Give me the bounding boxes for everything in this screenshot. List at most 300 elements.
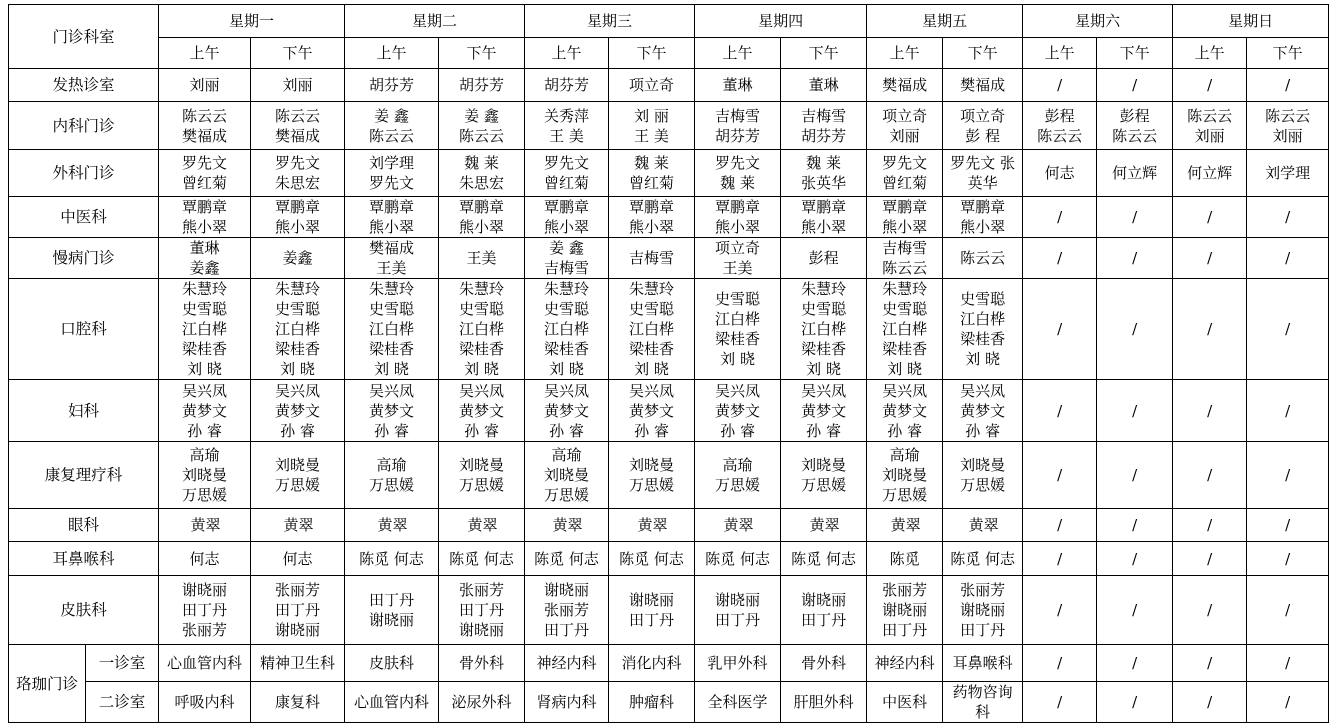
schedule-cell [781, 542, 867, 576]
schedule-cell [1023, 102, 1097, 150]
schedule-cell [1097, 150, 1173, 197]
cell-text: 刘丽 [189, 76, 220, 94]
cell-text: 姜 鑫 吉梅雪 [544, 239, 590, 277]
outpatient-schedule-table [8, 4, 1329, 723]
cell-text: / [1207, 401, 1213, 420]
schedule-cell [1023, 150, 1097, 197]
cell-text: 黄翠 [637, 516, 668, 534]
department-name: 中医科 [60, 208, 107, 226]
schedule-cell [251, 279, 345, 380]
session-header-row [9, 38, 1329, 69]
schedule-cell [1023, 645, 1097, 682]
schedule-cell [867, 645, 943, 682]
cell-text: / [1057, 208, 1063, 226]
cell-text: 项立奇 刘丽 [882, 106, 928, 145]
cell-text: 覃鹏章 熊小翠 [544, 198, 590, 236]
day-header-cell [1023, 5, 1173, 38]
schedule-cell [1173, 197, 1247, 238]
cell-text: 项立奇 [629, 76, 675, 94]
schedule-cell [345, 645, 439, 682]
cell-text: 刘 丽 王 美 [634, 106, 669, 145]
schedule-cell [695, 380, 781, 442]
cell-text: / [1057, 516, 1063, 534]
schedule-cell [1247, 279, 1329, 380]
schedule-cell [781, 380, 867, 442]
schedule-cell [781, 238, 867, 279]
cell-text: 朱慧玲 史雪聪 江白桦 梁桂香 刘 晓 [459, 280, 505, 378]
schedule-cell [867, 542, 943, 576]
cell-text: 吉梅雪 [629, 249, 675, 267]
schedule-cell [943, 102, 1023, 150]
day-header-cell [695, 5, 867, 38]
department-row [9, 197, 1329, 238]
schedule-cell [695, 576, 781, 645]
cell-text: 陈觅 何志 [950, 549, 1015, 568]
cell-text: / [1285, 549, 1291, 568]
schedule-cell [943, 682, 1023, 723]
schedule-cell [525, 380, 609, 442]
schedule-cell [1023, 509, 1097, 542]
cell-text: 罗先文 曾红菊 [544, 154, 590, 192]
cell-text: 黄翠 [283, 516, 314, 534]
cell-text: / [1285, 249, 1291, 267]
schedule-cell [609, 542, 695, 576]
cell-text: 覃鹏章 熊小翠 [801, 198, 847, 236]
cell-text: 陈云云 刘丽 [1265, 106, 1311, 145]
day-label: 星期二 [412, 12, 458, 30]
department-name: 发热诊室 [52, 76, 115, 94]
schedule-cell [1247, 150, 1329, 197]
cell-text: 乳甲外科 [707, 654, 768, 672]
schedule-cell [525, 576, 609, 645]
cell-text: / [1057, 693, 1063, 711]
schedule-cell [695, 197, 781, 238]
schedule-cell [159, 279, 251, 380]
schedule-cell [1173, 645, 1247, 682]
cell-text: 吴兴凤 黄梦文 孙 睿 [715, 381, 761, 440]
room-name: 二诊室 [98, 693, 146, 711]
cell-text: 陈觅 [889, 549, 920, 568]
schedule-cell [1247, 380, 1329, 442]
cell-text: 张丽芳 谢晓丽 田丁丹 [960, 581, 1006, 639]
room-name-cell [86, 645, 159, 682]
cell-text: 黄翠 [723, 516, 754, 534]
schedule-cell [781, 442, 867, 509]
schedule-cell [695, 279, 781, 380]
cell-text: / [1132, 76, 1138, 94]
department-row [9, 509, 1329, 542]
cell-text: 消化内科 [621, 654, 682, 672]
schedule-cell [867, 69, 943, 102]
schedule-cell [867, 442, 943, 509]
schedule-cell [695, 150, 781, 197]
schedule-cell [525, 279, 609, 380]
cell-text: / [1207, 208, 1213, 226]
cell-text: 吴兴凤 黄梦文 孙 睿 [275, 381, 321, 440]
cell-text: 魏 莱 曾红菊 [629, 154, 675, 192]
cell-text: / [1057, 601, 1063, 619]
cell-text: / [1057, 466, 1063, 484]
schedule-cell [345, 150, 439, 197]
schedule-cell [251, 576, 345, 645]
yoga-room-row [9, 682, 1329, 723]
cell-text: 吴兴凤 黄梦文 孙 睿 [459, 381, 505, 440]
cell-text: 心血管内科 [167, 654, 243, 672]
schedule-cell [251, 380, 345, 442]
department-name-cell [9, 442, 159, 509]
cell-text: 陈觅 何志 [449, 549, 514, 568]
cell-text: 彭程 陈云云 [1112, 106, 1158, 145]
schedule-cell [695, 69, 781, 102]
cell-text: 姜 鑫 陈云云 [459, 106, 505, 145]
cell-text: 史雪聪 江白桦 梁桂香 刘 晓 [960, 290, 1006, 368]
cell-text: 胡芬芳 [544, 76, 590, 94]
cell-text: 陈觅 何志 [534, 549, 599, 568]
day-header-cell [1173, 5, 1329, 38]
schedule-cell [439, 69, 525, 102]
cell-text: 黄翠 [190, 516, 221, 534]
day-header-cell [867, 5, 1023, 38]
department-row [9, 150, 1329, 197]
schedule-cell [1247, 102, 1329, 150]
day-label: 星期一 [229, 12, 275, 30]
schedule-cell [525, 69, 609, 102]
cell-text: 朱慧玲 史雪聪 江白桦 梁桂香 刘 晓 [629, 280, 675, 378]
day-label: 星期五 [922, 12, 968, 30]
cell-text: 罗先文 曾红菊 [182, 154, 228, 192]
cell-text: 吴兴凤 黄梦文 孙 睿 [801, 381, 847, 440]
cell-text: 肝胆外科 [793, 693, 854, 711]
cell-text: 覃鹏章 熊小翠 [459, 198, 505, 236]
cell-text: 罗先文 朱思宏 [275, 154, 321, 192]
cell-text: 陈云云 刘丽 [1187, 106, 1233, 145]
cell-text: 高瑜 刘晓曼 万思媛 [882, 446, 928, 504]
cell-text: 何立辉 [1112, 164, 1158, 182]
cell-text: 覃鹏章 熊小翠 [882, 198, 928, 236]
cell-text: 覃鹏章 熊小翠 [715, 198, 761, 236]
schedule-cell [159, 542, 251, 576]
schedule-cell [1173, 150, 1247, 197]
session-label: 下午 [967, 44, 998, 62]
cell-text: 陈觅 何志 [359, 549, 424, 568]
cell-text: 吴兴凤 黄梦文 孙 睿 [960, 381, 1006, 440]
cell-text: 泌尿外科 [451, 693, 512, 711]
schedule-cell [943, 509, 1023, 542]
department-name: 康复理疗科 [44, 466, 123, 484]
cell-text: / [1207, 601, 1213, 619]
schedule-cell [943, 380, 1023, 442]
schedule-cell [943, 197, 1023, 238]
schedule-cell [1023, 279, 1097, 380]
schedule-cell [159, 576, 251, 645]
cell-text: 精神卫生科 [260, 654, 336, 672]
cell-text: / [1057, 654, 1063, 672]
schedule-cell [1247, 645, 1329, 682]
cell-text: 神经内科 [536, 654, 597, 672]
session-label: 上午 [189, 44, 220, 62]
schedule-cell [781, 576, 867, 645]
schedule-cell [251, 542, 345, 576]
cell-text: / [1207, 249, 1213, 267]
session-label: 上午 [722, 44, 753, 62]
session-header-cell [439, 38, 525, 69]
schedule-cell [781, 509, 867, 542]
schedule-cell [609, 102, 695, 150]
cell-text: 刘丽 [282, 76, 313, 94]
cell-text: 黄翠 [377, 516, 408, 534]
cell-text: 樊福成 [882, 76, 928, 94]
cell-text: 陈觅 何志 [705, 549, 770, 568]
department-row [9, 102, 1329, 150]
cell-text: 彭程 陈云云 [1037, 106, 1083, 145]
session-header-cell [1023, 38, 1097, 69]
schedule-cell [867, 509, 943, 542]
cell-text: 肿瘤科 [629, 693, 675, 711]
session-header-cell [251, 38, 345, 69]
cell-text: 刘晓曼 万思媛 [459, 456, 505, 494]
cell-text: 朱慧玲 史雪聪 江白桦 梁桂香 刘 晓 [801, 280, 847, 378]
schedule-cell [525, 197, 609, 238]
schedule-cell [251, 442, 345, 509]
session-label: 上午 [376, 44, 407, 62]
schedule-cell [159, 238, 251, 279]
schedule-cell [867, 150, 943, 197]
schedule-cell [345, 509, 439, 542]
cell-text: 覃鹏章 熊小翠 [275, 198, 321, 236]
session-label: 上午 [1194, 44, 1225, 62]
schedule-cell [867, 682, 943, 723]
cell-text: 吴兴凤 黄梦文 孙 睿 [544, 381, 590, 440]
session-label: 上午 [551, 44, 582, 62]
cell-text: 黄翠 [968, 516, 999, 534]
schedule-cell [159, 380, 251, 442]
schedule-cell [345, 442, 439, 509]
schedule-cell [943, 150, 1023, 197]
schedule-cell [251, 509, 345, 542]
cell-text: 罗先文 魏 莱 [715, 154, 761, 192]
cell-text: 刘学理 [1265, 164, 1311, 182]
cell-text: / [1057, 401, 1063, 420]
schedule-cell [159, 69, 251, 102]
cell-text: 陈觅 何志 [791, 549, 856, 568]
schedule-cell [345, 238, 439, 279]
cell-text: 高瑜 万思媛 [715, 456, 761, 494]
schedule-cell [345, 682, 439, 723]
cell-text: 董琳 姜鑫 [189, 239, 220, 277]
cell-text: / [1207, 516, 1213, 534]
schedule-cell [439, 442, 525, 509]
day-label: 星期日 [1228, 12, 1274, 30]
cell-text: 皮肤科 [369, 654, 415, 672]
schedule-cell [781, 645, 867, 682]
schedule-cell [1247, 509, 1329, 542]
schedule-cell [943, 645, 1023, 682]
schedule-cell [525, 509, 609, 542]
department-name: 妇科 [68, 401, 100, 420]
department-name: 外科门诊 [52, 164, 115, 182]
schedule-cell [525, 645, 609, 682]
cell-text: 康复科 [275, 693, 321, 711]
cell-text: / [1285, 466, 1291, 484]
cell-text: / [1207, 76, 1213, 94]
cell-text: 陈云云 樊福成 [275, 106, 321, 145]
cell-text: / [1057, 249, 1063, 267]
department-name: 眼科 [68, 516, 100, 534]
session-header-cell [781, 38, 867, 69]
cell-text: 药物咨询 科 [952, 683, 1013, 721]
department-name-cell [9, 238, 159, 279]
cell-text: 刘学理 罗先文 [369, 154, 415, 192]
schedule-cell [1173, 69, 1247, 102]
schedule-cell [1023, 576, 1097, 645]
schedule-cell [1097, 576, 1173, 645]
cell-text: 肾病内科 [536, 693, 597, 711]
cell-text: 刘晓曼 万思媛 [629, 456, 675, 494]
schedule-cell [1023, 238, 1097, 279]
cell-text: 何志 [1044, 164, 1075, 182]
cell-text: 覃鹏章 熊小翠 [629, 198, 675, 236]
cell-text: 张丽芳 谢晓丽 田丁丹 [882, 581, 928, 639]
session-header-cell [159, 38, 251, 69]
cell-text: / [1132, 654, 1138, 672]
department-name: 皮肤科 [60, 601, 107, 619]
cell-text: 何立辉 [1187, 164, 1233, 182]
cell-text: 黄翠 [467, 516, 498, 534]
schedule-cell [867, 279, 943, 380]
schedule-cell [695, 442, 781, 509]
cell-text: / [1132, 401, 1138, 420]
cell-text: 朱慧玲 史雪聪 江白桦 梁桂香 刘 晓 [182, 280, 228, 378]
cell-text: 樊福成 王美 [369, 239, 415, 277]
schedule-cell [345, 576, 439, 645]
cell-text: 谢晓丽 田丁丹 张丽芳 [182, 581, 228, 639]
cell-text: 谢晓丽 张丽芳 田丁丹 [544, 581, 590, 639]
cell-text: 刘晓曼 万思媛 [275, 456, 321, 494]
schedule-cell [695, 645, 781, 682]
department-row [9, 442, 1329, 509]
schedule-cell [1247, 682, 1329, 723]
schedule-cell [345, 542, 439, 576]
cell-text: 吴兴凤 黄梦文 孙 睿 [629, 381, 675, 440]
schedule-cell [1247, 69, 1329, 102]
schedule-cell [439, 682, 525, 723]
cell-text: 胡芬芳 [459, 76, 505, 94]
cell-text: 项立奇 王美 [715, 239, 761, 277]
schedule-cell [1097, 509, 1173, 542]
schedule-cell [345, 102, 439, 150]
cell-text: 张丽芳 田丁丹 谢晓丽 [459, 581, 505, 639]
schedule-cell [439, 509, 525, 542]
schedule-cell [867, 380, 943, 442]
schedule-cell [1173, 542, 1247, 576]
schedule-cell [159, 509, 251, 542]
schedule-cell [1097, 442, 1173, 509]
department-row [9, 279, 1329, 380]
schedule-cell [251, 682, 345, 723]
cell-text: 覃鹏章 熊小翠 [960, 198, 1006, 236]
cell-text: 全科医学 [707, 693, 768, 711]
schedule-cell [251, 102, 345, 150]
schedule-cell [1023, 69, 1097, 102]
cell-text: 朱慧玲 史雪聪 江白桦 梁桂香 刘 晓 [544, 280, 590, 378]
corner-header-cell [9, 5, 159, 69]
schedule-cell [345, 197, 439, 238]
cell-text: / [1132, 208, 1138, 226]
schedule-cell [159, 682, 251, 723]
cell-text: / [1132, 320, 1138, 338]
department-name-cell [9, 542, 159, 576]
yoga-clinic-label-cell [9, 645, 86, 723]
schedule-cell [1023, 542, 1097, 576]
schedule-cell [1173, 102, 1247, 150]
schedule-cell [943, 279, 1023, 380]
room-name: 一诊室 [98, 654, 146, 672]
cell-text: 谢晓丽 田丁丹 [801, 591, 847, 629]
schedule-cell [609, 150, 695, 197]
schedule-cell [1247, 197, 1329, 238]
department-row [9, 542, 1329, 576]
session-header-cell [943, 38, 1023, 69]
schedule-cell [1247, 238, 1329, 279]
schedule-cell [943, 442, 1023, 509]
cell-text: 骨外科 [459, 654, 505, 672]
schedule-cell [1173, 238, 1247, 279]
session-label: 下午 [466, 44, 497, 62]
cell-text: 吴兴凤 黄梦文 孙 睿 [882, 381, 928, 440]
cell-text: 姜鑫 [282, 249, 313, 267]
day-label: 星期四 [758, 12, 804, 30]
cell-text: / [1057, 549, 1063, 568]
department-row [9, 576, 1329, 645]
schedule-cell [1097, 380, 1173, 442]
schedule-sheet [8, 4, 1328, 720]
schedule-cell [1173, 509, 1247, 542]
cell-text: 田丁丹 谢晓丽 [369, 591, 415, 629]
schedule-cell [1097, 645, 1173, 682]
cell-text: / [1132, 549, 1138, 568]
schedule-cell [867, 238, 943, 279]
cell-text: 刘晓曼 万思媛 [801, 456, 847, 494]
schedule-cell [439, 576, 525, 645]
schedule-cell [609, 197, 695, 238]
cell-text: 陈云云 樊福成 [182, 106, 228, 145]
department-name: 口腔科 [60, 320, 107, 338]
schedule-cell [1247, 576, 1329, 645]
cell-text: 黄翠 [890, 516, 921, 534]
department-name-cell [9, 102, 159, 150]
schedule-cell [609, 238, 695, 279]
room-name-cell [86, 682, 159, 723]
yoga-clinic-label: 珞珈门诊 [15, 674, 78, 693]
schedule-cell [781, 197, 867, 238]
cell-text: / [1285, 516, 1291, 534]
cell-text: / [1207, 320, 1213, 338]
day-header-cell [525, 5, 695, 38]
schedule-cell [525, 542, 609, 576]
schedule-cell [525, 442, 609, 509]
cell-text: 罗先文 曾红菊 [882, 154, 928, 192]
day-header-cell [345, 5, 525, 38]
corner-label: 门诊科室 [52, 27, 115, 46]
schedule-cell [609, 380, 695, 442]
session-header-cell [609, 38, 695, 69]
cell-text: 神经内科 [874, 654, 935, 672]
cell-text: 吉梅雪 胡芬芳 [801, 106, 847, 145]
schedule-cell [867, 102, 943, 150]
cell-text: 魏 莱 张英华 [801, 154, 847, 192]
schedule-cell [609, 279, 695, 380]
cell-text: 黄翠 [552, 516, 583, 534]
